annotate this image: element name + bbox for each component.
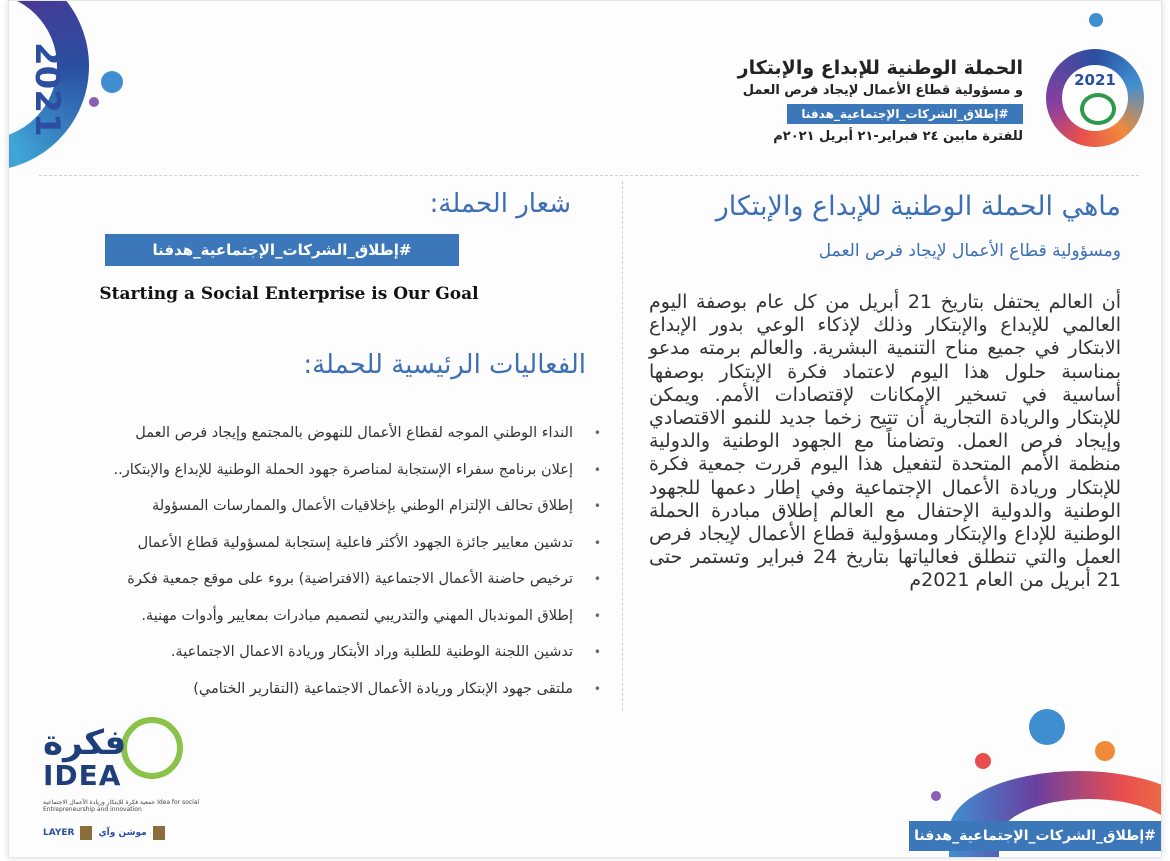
decor-dot-icon [1095, 741, 1115, 761]
campaign-period: للفترة مابين ٢٤ فبراير-٢١ أبريل ٢٠٢١م [773, 129, 1023, 144]
footer-hashtag-banner: #إطلاق_الشركات_الإجتماعية_هدفنا [909, 821, 1161, 851]
events-heading: الفعاليات الرئيسية للحملة: [303, 350, 586, 380]
bullet-icon: • [593, 572, 601, 586]
year-vertical-label: 2021 [27, 41, 67, 137]
list-item: •إطلاق الموندبال المهني والتدريبي لتصميم مبادرات بمعايير وأدوات مهنية. [41, 602, 601, 639]
idea-logo-arabic: فكرة [43, 723, 127, 763]
campaign-subtitle: و مسؤولية قطاع الأعمال لإيجاد فرص العمل [742, 83, 1023, 98]
decor-dot-icon [89, 97, 99, 107]
list-item: •تدشين اللجنة الوطنية للطلبة وراد الأبتكار وريادة الاعمال الاجتماعية. [41, 638, 601, 675]
partner-emblem-icon [153, 826, 165, 840]
bullet-icon: • [593, 426, 601, 440]
bullet-icon: • [593, 499, 601, 513]
idea-logo-caption: جمعية فكرة للإبتكار وريادة الأعمال الاجتماعية Idea for social Entrepreneurship and innovation [43, 799, 200, 813]
list-item: •إعلان برنامج سفراء الإستجابة لمناصرة جهود الحملة الوطنية للإبداع والإبتكار.. [41, 456, 601, 493]
slogan-hashtag-banner: #إطلاق_الشركات_الإجتماعية_هدفنا [105, 234, 459, 266]
bulb-icon [1080, 93, 1116, 125]
list-item: •إطلاق تحالف الإلتزام الوطني بإخلاقيات الأعمال والممارسات المسؤولة [41, 492, 601, 529]
slogan-heading: شعار الحملة: [429, 189, 571, 219]
events-list [41, 419, 601, 711]
idea-logo-english: IDEA [43, 759, 122, 792]
idea-bulb-icon [121, 717, 183, 779]
slogan-english: Starting a Social Enterprise is Our Goal [99, 284, 479, 304]
column-divider [622, 181, 623, 711]
bullet-icon: • [593, 645, 601, 659]
about-paragraph: أن العالم يحتفل بتاريخ 21 أبريل من كل عام بوصفة اليوم العالمي للإبداع والإبتكار وذلك لإذكاء الوعي بدور الإبداع الابتكار في جميع مناح التنمية البشرية. والعالم برمته مدعو بمناسبة حلول هذا اليوم لاعتماد فكرة الإبتكار بوصفها أساسية في تسخير الإمكانات لإقتصادات الأمم. ويمكن للإبتكار والريادة التجارية أن تتيح زخما جديد للنمو الاقتصادي وإيجاد فرص العمل. وتضامناً مع الجهود الوطنية والدولية منظمة الأمم المتحدة لتفعيل هذا اليوم قررت جمعية فكرة للإبتكار وريادة الأعمال الإجتماعية وفي إطار دعمها للجهود الوطنية والدولية الإحتفال مع العالم إطلاق مبادرة الحملة الوطنية للإداع والإبتكار ومسؤولية قطاع الأعمال لإيجاد فرص العمل والتي تنطلق فعالياتها بتاريخ 24 فبراير وتستمر حتى 21 أبريل من العام 2021م [649, 291, 1121, 592]
decor-dot-icon [931, 791, 941, 801]
header-divider [39, 175, 1139, 176]
decor-dot-icon [1029, 709, 1065, 745]
about-subheading: ومسؤولية قطاع الأعمال لإيجاد فرص العمل [818, 241, 1121, 261]
decor-dot-icon [101, 71, 123, 93]
decor-dot-icon [975, 753, 991, 769]
bullet-icon: • [593, 462, 601, 477]
campaign-title: الحملة الوطنية للإبداع والإبتكار [737, 57, 1023, 79]
partner-logos [43, 823, 183, 843]
about-heading: ماهي الحملة الوطنية للإبداع والإبتكار [715, 191, 1121, 222]
bullet-icon: • [593, 681, 601, 696]
list-item: •ملتقى جهود الإبتكار وريادة الأعمال الاجتماعية (التقارير الختامي) [41, 675, 601, 712]
poster [8, 0, 1162, 858]
bullet-icon: • [593, 535, 601, 550]
campaign-logo-year: 2021 [1074, 71, 1116, 89]
partner-motion-logo: موشن وآي [98, 828, 147, 838]
list-item: •النداء الوطني الموجه لقطاع الأعمال للنهوض بالمجتمع وإيجاد فرص العمل [41, 419, 601, 456]
header-hashtag-banner: #إطلاق_الشركات_الإجتماعية_هدفنا [787, 104, 1023, 124]
partner-layer-logo: LAYER [43, 828, 75, 838]
decor-dot-icon [1089, 13, 1103, 27]
list-item: •ترخيص حاضنة الأعمال الاجتماعية (الافتراضية) بروء على موقع جمعية فكرة [41, 565, 601, 602]
list-item: •تدشين معايير جائزة الجهود الأكثر فاعلية إستجابة لمسؤولية قطاع الأعمال [41, 529, 601, 566]
partner-shield-icon [80, 826, 92, 840]
bullet-icon: • [593, 608, 601, 623]
